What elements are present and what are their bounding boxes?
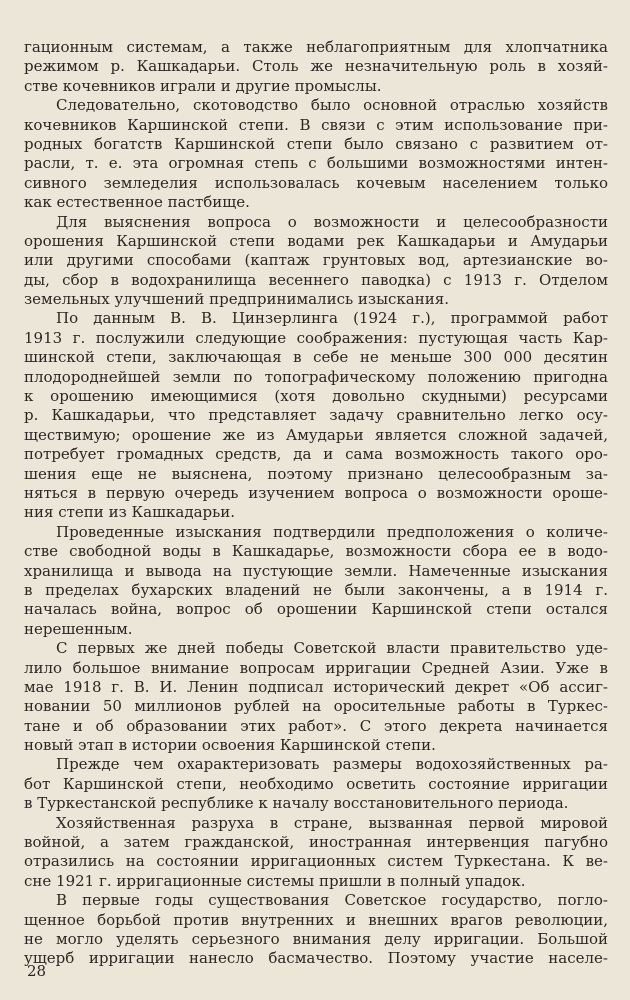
text-line: сне 1921 г. ирригационные системы пришли в полный упадок. [24,871,526,890]
paragraph [24,814,608,892]
text-line: гационным системам, а также неблагоприятным для хлопчатника [24,38,608,56]
text-line: нерешенным. [24,619,133,638]
text-line: р. Кашкадарьи, что представляет задачу сравнительно легко осу- [24,406,608,425]
text-line: ды, сбор в водохранилища весеннего паводка) с 1913 г. Отделом [24,270,608,289]
paragraph [24,639,608,755]
text-line: Для выяснения вопроса о возможности и целесообразности [56,212,608,231]
text-line: стве кочевников играли и другие промыслы. [24,76,382,95]
text-line: новый этап в истории освоения Каршинской степи. [24,736,436,755]
text-line: орошения Каршинской степи водами рек Кашкадарьи и Амударьи [24,231,608,250]
paragraph [24,309,608,522]
text-line: 1913 г. послужили следующие соображения: пустующая часть Кар- [24,328,608,347]
text-line: бот Каршинской степи, необходимо осветить состояние ирригации [24,774,608,793]
text-line: режимом р. Кашкадарьи. Столь же незначительную роль в хозяй- [24,57,608,76]
text-line: шения еще не выяснена, поэтому признано целесообразным за- [24,464,608,483]
paragraph [24,755,608,813]
text-line: земельных улучшений предпринимались изыскания. [24,290,449,309]
page-number: 28 [27,962,47,980]
text-line: не могло уделять серьезного внимания делу ирригации. Большой [24,929,608,948]
text-line: В первые годы существования Советское государство, погло- [56,891,608,910]
text-line: По данным В. В. Цинзерлинга (1924 г.), программой работ [56,309,608,328]
text-line: шинской степи, заключающая в себе не меньше 300 000 десятин [24,348,608,367]
text-line: стве свободной воды в Кашкадарье, возможности сбора ее в водо- [24,542,608,561]
text-line: ществимую; орошение же из Амударьи является сложной задачей, [24,425,608,444]
text-line: сивного земледелия использовалась кочевым населением только [24,173,608,192]
text-line: плодороднейшей земли по топографическому положению пригодна [24,367,608,386]
paragraph [24,96,608,212]
text-line: Следовательно, скотоводство было основной отраслью хозяйств [56,96,608,115]
text-line: няться в первую очередь изучением вопроса о возможности ороше- [24,483,608,502]
text-line: Проведенные изыскания подтвердили предположения о количе- [56,522,608,541]
text-line: лило большое внимание вопросам ирригации Средней Азии. Уже в [24,658,608,677]
paragraph [24,891,608,969]
text-line: к орошению имеющимися (хотя довольно скудными) ресурсами [24,387,608,406]
text-line: ния степи из Кашкадарьи. [24,503,236,522]
paragraph [24,523,608,639]
text-line: потребует громадных средств, да и сама возможность такого оро- [24,445,608,464]
text-line: кочевников Каршинской степи. В связи с этим использование при- [24,115,608,134]
text-line: отразились на состоянии ирригационных систем Туркестана. К ве- [24,852,608,871]
text-line: Прежде чем охарактеризовать размеры водохозяйственных ра- [56,755,608,774]
body-text [24,38,608,969]
text-line: началась война, вопрос об орошении Каршинской степи остался [24,600,608,619]
text-line: родных богатств Каршинской степи было связано с развитием от- [24,134,608,153]
text-line: в пределах бухарских владений не были закончены, а в 1914 г. [24,580,608,599]
text-line: расли, т. е. эта огромная степь с большими возможностями интен- [24,154,608,173]
text-line: С первых же дней победы Советской власти правительство уде- [56,639,608,658]
text-line: хранилища и вывода на пустующие земли. Намеченные изыскания [24,561,608,580]
text-line: или другими способами (каптаж грунтовых вод, артезианские во- [24,251,608,270]
text-line: новании 50 миллионов рублей на оросительные работы в Туркес- [24,697,608,716]
text-line: тане и об образовании этих работ». С этого декрета начинается [24,716,608,735]
text-line: ущерб ирригации нанесло басмачество. Поэтому участие населе- [24,949,608,968]
text-line: Хозяйственная разруха в стране, вызванная первой мировой [56,813,608,832]
text-line: войной, а затем гражданской, иностранная интервенция пагубно [24,833,608,852]
text-line: в Туркестанской республике к началу восстановительного периода. [24,794,569,813]
text-line: как естественное пастбище. [24,193,250,212]
paragraph [24,213,608,310]
text-line: мае 1918 г. В. И. Ленин подписал исторический декрет «Об ассиг- [24,677,608,696]
text-line: щенное борьбой против внутренних и внешних врагов революции, [24,910,608,929]
paragraph [24,38,608,96]
